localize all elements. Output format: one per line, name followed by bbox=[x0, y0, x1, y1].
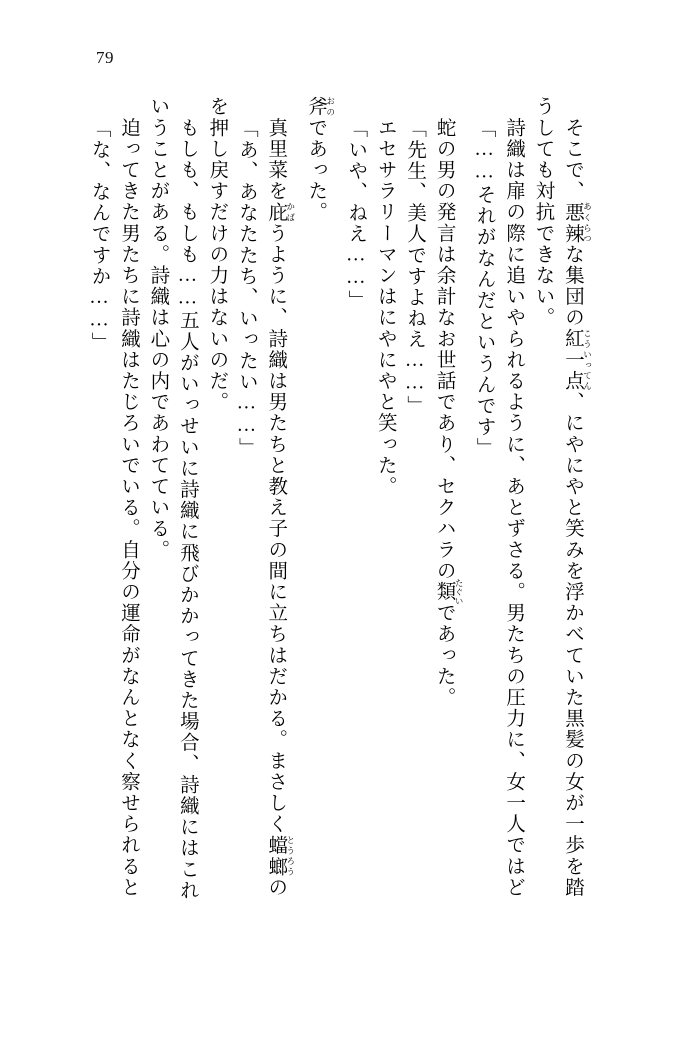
text-column: うしても対抗できない。 bbox=[532, 96, 554, 329]
text-column: 詩織は扉の際に追いやられるように、あとずさる。男たちの圧力に、女一人ではど bbox=[503, 96, 525, 898]
text-column: エセサラリーマンはにやにやと笑った。 bbox=[374, 96, 396, 497]
text-column: を押し戻すだけの力はないのだ。 bbox=[206, 96, 228, 413]
text-column: 迫ってきた男たちに詩織はたじろいでいる。自分の運命がなんとなく察せられると bbox=[117, 96, 139, 898]
text-column: そこで、悪辣 あくらつな集団の紅一点 こういってん、にやにやと笑みを浮かべていた黒髪の女が一歩を踏 bbox=[562, 96, 593, 898]
ruby-あくらつ: 悪辣 あくらつ bbox=[562, 201, 593, 244]
text-column: いうことがある。詩織は心の内であわてている。 bbox=[147, 96, 169, 561]
text-column: 「あ、あなたたち、いったい……」 bbox=[235, 118, 257, 459]
ruby-とうろう: 蟷螂 とうろう bbox=[265, 834, 296, 877]
text-column: 斧 おのであった。 bbox=[305, 96, 336, 223]
ruby-かば: 庇 かば bbox=[265, 201, 296, 223]
text-column: 蛇の男の発言は余計なお世話であり、セクハラの類 たぐいであった。 bbox=[433, 96, 465, 708]
ruby-おの: 斧 おの bbox=[305, 96, 336, 118]
text-column: 「先生、美人ですよねえ……」 bbox=[404, 118, 426, 417]
text-column: もしも、もしも……五人がいっせいに詩織に飛びかかってきた場合、詩織にはこれ bbox=[176, 96, 198, 901]
vertical-text-body bbox=[79, 96, 619, 976]
text-column: 真里菜を庇 かばうように、詩織は男たちと教え子の間に立ちはだかる。まさしく蟷螂 とうろうの bbox=[265, 96, 296, 898]
text-column: 「な、なんですか……」 bbox=[88, 118, 110, 354]
ruby-こういってん: 紅一点 こういってん bbox=[562, 328, 593, 392]
text-column: 「……それがなんだというんです」 bbox=[473, 118, 495, 459]
page-number: 79 bbox=[96, 48, 114, 67]
ruby-たぐい: 類 たぐい bbox=[433, 578, 465, 606]
text-column: 「いや、ねえ……」 bbox=[345, 118, 367, 311]
